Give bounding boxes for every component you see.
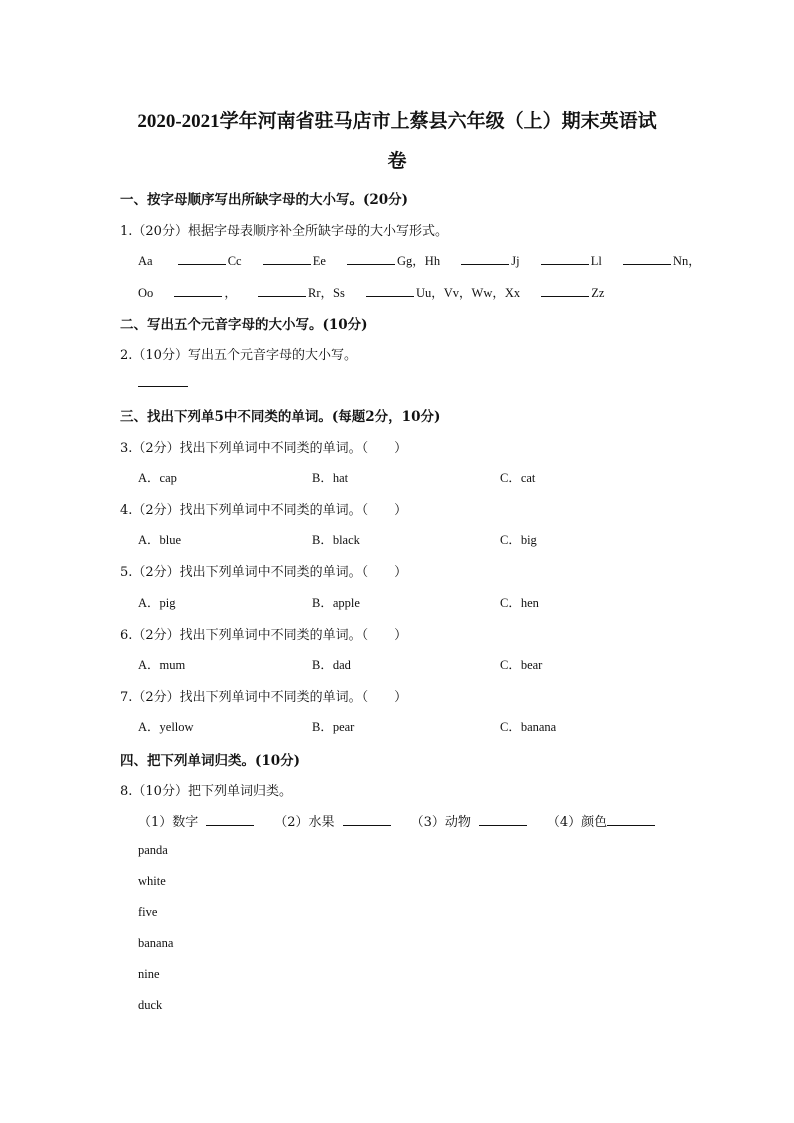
- letter-pair: Gg，Hh: [397, 254, 441, 268]
- letter-pair: Uu，Vv，Ww，Xx: [416, 286, 521, 300]
- question-1-text: 1.（20分）根据字母表顺序补全所缺字母的大小写形式。: [120, 224, 448, 239]
- answer-blank[interactable]: [623, 250, 671, 265]
- answer-blank[interactable]: [174, 282, 222, 297]
- answer-blank[interactable]: [541, 250, 589, 265]
- option-b[interactable]: B．pear: [312, 720, 355, 734]
- letter-pair: Cc: [227, 254, 242, 268]
- answer-blank[interactable]: [461, 250, 509, 265]
- option-c[interactable]: C．cat: [500, 471, 536, 485]
- answer-blank[interactable]: [479, 811, 527, 826]
- question-6-text: 6.（2分）找出下列单词中不同类的单词。（ ）: [120, 628, 408, 643]
- question-7-text: 7.（2分）找出下列单词中不同类的单词。（ ）: [120, 690, 408, 705]
- question-1-row-2: [138, 282, 604, 301]
- category-label: （4）颜色: [546, 815, 608, 830]
- letter-pair: Jj: [511, 254, 520, 268]
- answer-blank[interactable]: [138, 372, 188, 387]
- option-b[interactable]: B．apple: [312, 596, 360, 610]
- category-label: （2）水果: [274, 815, 335, 830]
- word-item: panda: [138, 843, 168, 857]
- section-3-heading: 三、找出下列单5中不同类的单词。(每题2分，10分): [120, 409, 441, 425]
- option-b[interactable]: B．hat: [312, 471, 349, 485]
- word-item: nine: [138, 967, 160, 981]
- option-a[interactable]: A．mum: [138, 658, 186, 672]
- section-2-heading: 二、写出五个元音字母的大小写。(10分): [120, 317, 368, 333]
- answer-blank[interactable]: [263, 250, 311, 265]
- letter-pair: Ll: [590, 254, 602, 268]
- exam-title-line1: 2020-2021学年河南省驻马店市上蔡县六年级（上）期末英语试: [137, 111, 657, 132]
- option-c[interactable]: C．hen: [500, 596, 539, 610]
- question-1-row-1: [138, 250, 701, 269]
- question-3-text: 3.（2分）找出下列单词中不同类的单词。（ ）: [120, 441, 408, 456]
- option-a[interactable]: A．cap: [138, 471, 177, 485]
- question-4-text: 4.（2分）找出下列单词中不同类的单词。（ ）: [120, 503, 408, 518]
- question-8-text: 8.（10分）把下列单词归类。: [120, 784, 292, 799]
- word-item: five: [138, 905, 158, 919]
- option-b[interactable]: B．dad: [312, 658, 351, 672]
- answer-blank[interactable]: [607, 811, 655, 826]
- answer-blank[interactable]: [258, 282, 306, 297]
- punctuation: ，: [224, 286, 237, 300]
- answer-blank[interactable]: [178, 250, 226, 265]
- exam-title-line2: 卷: [387, 151, 407, 172]
- word-item: banana: [138, 936, 174, 950]
- section-1-heading: 一、按字母顺序写出所缺字母的大小写。(20分): [120, 192, 409, 208]
- answer-blank[interactable]: [206, 811, 254, 826]
- word-item: white: [138, 874, 166, 888]
- letter-pair: Nn，: [672, 254, 701, 268]
- option-b[interactable]: B．black: [312, 533, 360, 547]
- option-a[interactable]: A．blue: [138, 533, 182, 547]
- section-4-heading: 四、把下列单词归类。(10分): [120, 753, 301, 769]
- category-row: [138, 811, 657, 830]
- answer-blank[interactable]: [343, 811, 391, 826]
- answer-blank[interactable]: [541, 282, 589, 297]
- option-c[interactable]: C．big: [500, 533, 537, 547]
- letter-pair: Aa: [138, 254, 153, 268]
- letter-pair: Oo: [138, 286, 154, 300]
- option-c[interactable]: C．banana: [500, 720, 557, 734]
- answer-blank[interactable]: [366, 282, 414, 297]
- letter-pair: Ee: [312, 254, 326, 268]
- category-label: （3）动物: [410, 815, 471, 830]
- category-label: （1）数字: [138, 815, 199, 830]
- option-a[interactable]: A．yellow: [138, 720, 194, 734]
- letter-pair: Zz: [591, 286, 605, 300]
- question-2-text: 2.（10分）写出五个元音字母的大小写。: [120, 348, 357, 363]
- answer-blank[interactable]: [347, 250, 395, 265]
- question-2-answer: [138, 372, 190, 391]
- option-a[interactable]: A．pig: [138, 596, 176, 610]
- question-5-text: 5.（2分）找出下列单词中不同类的单词。（ ）: [120, 565, 408, 580]
- word-item: duck: [138, 998, 163, 1012]
- letter-pair: Rr，Ss: [308, 286, 345, 300]
- option-c[interactable]: C．bear: [500, 658, 543, 672]
